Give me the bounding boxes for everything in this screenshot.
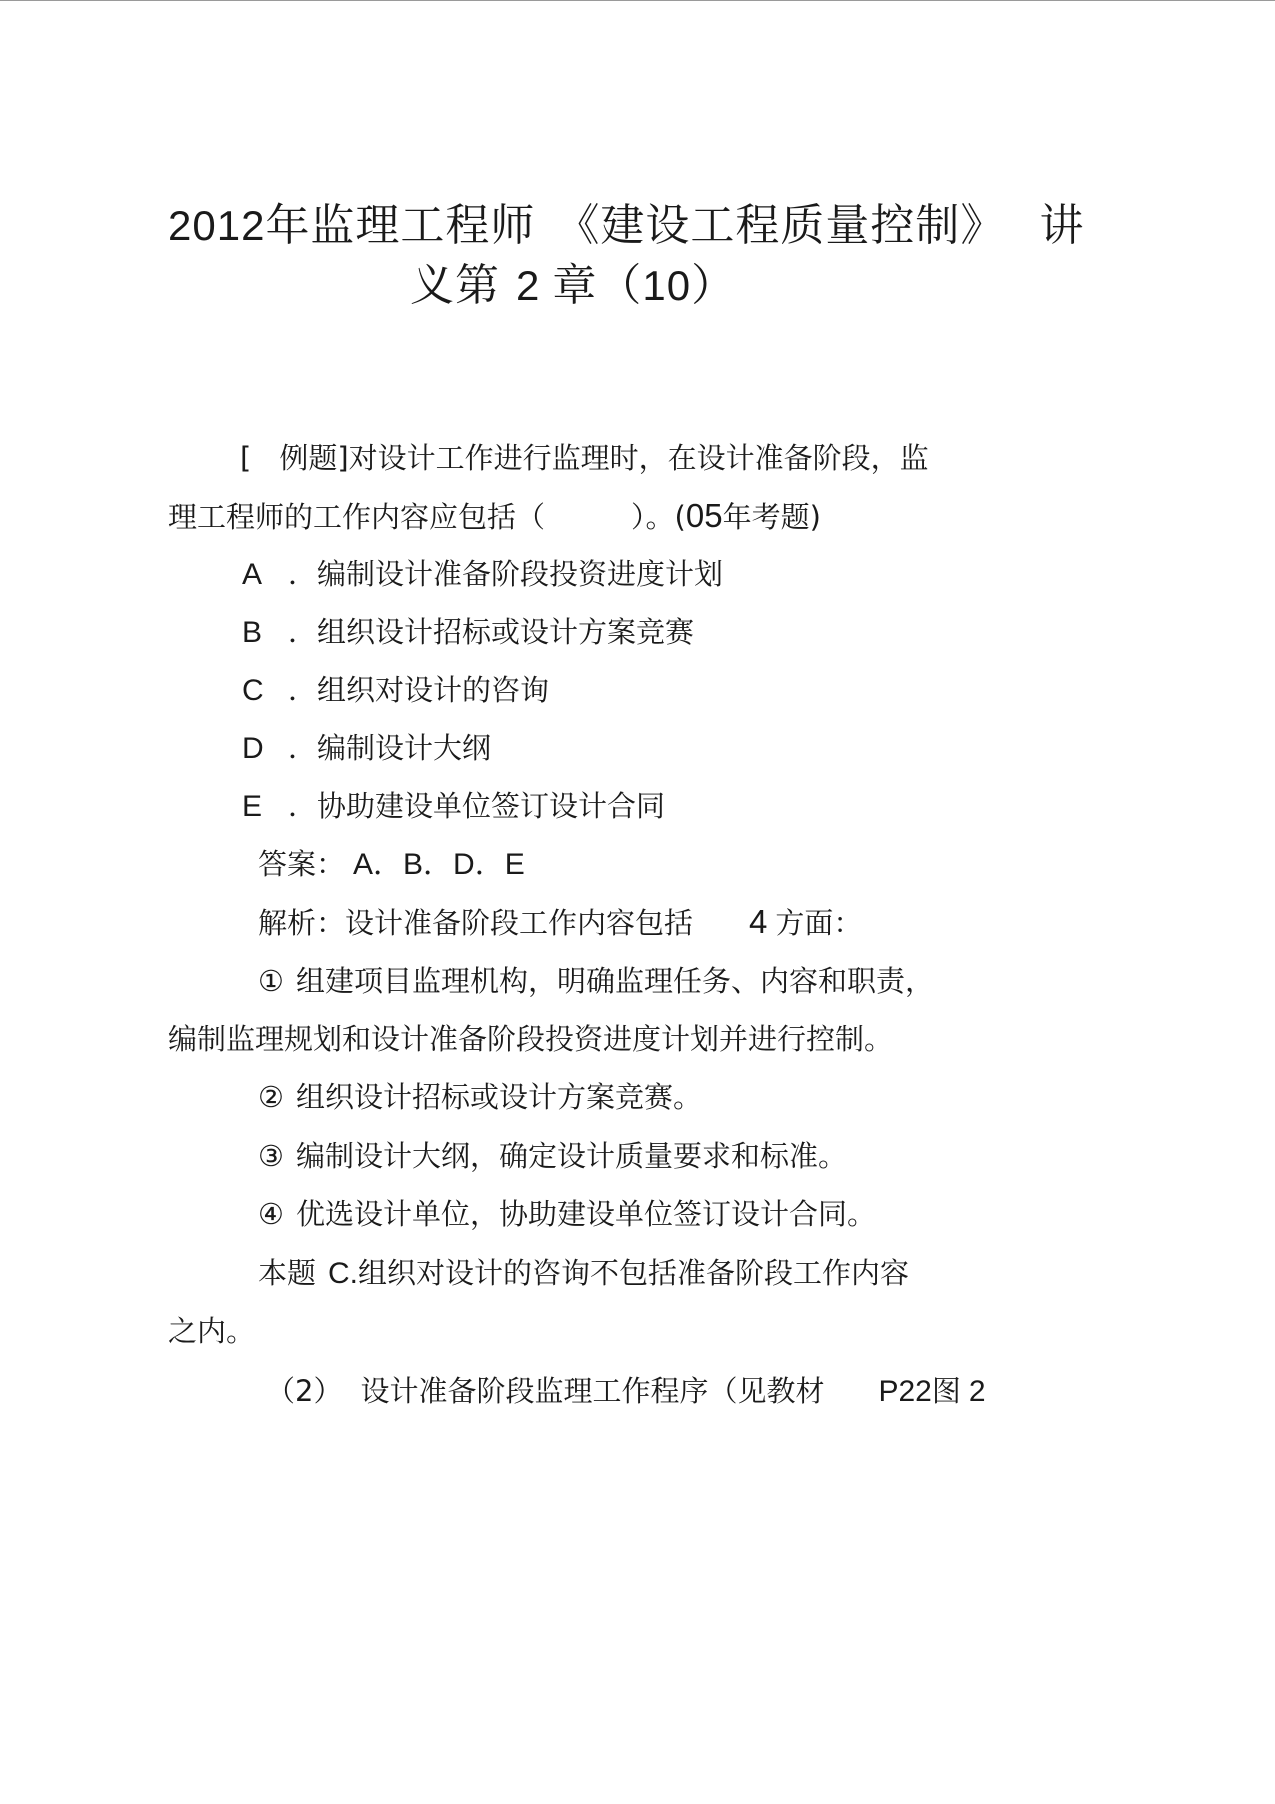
analysis-point-3 [258,1139,847,1173]
section-number: （2） [266,1374,343,1408]
conclusion-text-b: 组织对设计的咨询不包括准备阶段工作内容 [358,1256,910,1290]
option-e [242,789,665,824]
question-year: 05 [685,497,723,534]
question-label: 例题 [279,441,338,475]
question-line-2 [168,499,821,534]
option-text: ．组织对设计的咨询 [288,673,550,707]
option-d [242,731,491,766]
title-text-e: 章（ [552,260,643,311]
analysis-intro [258,905,862,940]
answer-label: 答案： [258,847,346,881]
conclusion-option: C. [328,1257,359,1290]
analysis-point-2 [258,1080,702,1114]
title-line-1 [168,200,1084,252]
option-text: ．编制设计大纲 [288,731,492,765]
section-text: 设计准备阶段监理工作程序（见教材 [360,1374,825,1408]
title-chapter: 2 [516,262,541,309]
title-text-d: 义第 [410,260,500,311]
answer-line [258,847,525,882]
option-text: ．编制设计准备阶段投资进度计划 [288,557,724,591]
conclusion-text-c: 之内。 [168,1314,256,1348]
option-a [242,557,723,592]
analysis-point-4 [258,1197,876,1231]
option-text: ．协助建设单位签订设计合同 [288,789,666,823]
question-text-2a: 理工程师的工作内容应包括（ [168,500,546,534]
title-line-2 [410,260,736,312]
question-text-1: 对设计工作进行监理时，在设计准备阶段，监 [348,441,929,475]
question-bracket-close: ] [337,441,349,475]
title-text-f: ） [691,260,737,311]
section-page-ref: P22 [878,1375,932,1408]
section-figure-number: 2 [968,1375,986,1408]
conclusion-line-2 [168,1314,255,1348]
analysis-point-1-continuation [168,1022,893,1056]
conclusion-line-1 [258,1256,909,1291]
point-marker: ③ [258,1139,284,1173]
option-letter: A [242,558,263,591]
section-heading [266,1374,986,1409]
point-text: 编制设计大纲，确定设计质量要求和标准。 [296,1139,848,1173]
question-text-2b: ）。( [631,500,686,534]
point-text: 组建项目监理机构，明确监理任务、内容和职责， [296,964,935,998]
point-marker: ① [258,964,284,998]
option-letter: C [242,674,264,707]
title-year: 2012 [168,202,266,249]
analysis-count: 4 [749,903,768,940]
option-letter: D [242,732,264,765]
point-marker: ② [258,1080,284,1114]
option-c [242,673,549,708]
option-text: ．组织设计招标或设计方案竞赛 [288,615,695,649]
point-continuation: 编制监理规划和设计准备阶段投资进度计划并进行控制。 [168,1022,894,1056]
answer-value: A．B．D．E [353,848,525,881]
conclusion-text-a: 本题 [258,1256,317,1290]
section-figure: 图 [931,1374,961,1408]
title-text-a: 年监理工程师 [265,200,536,251]
title-text-c: 讲 [1039,200,1085,251]
question-text-2c: 年考题) [722,500,821,534]
option-b [242,615,694,650]
title-part: 10 [642,262,692,309]
title-book-name: 《建设工程质量控制》 [555,200,1006,251]
page-top-border [0,0,1275,1]
point-marker: ④ [258,1197,284,1231]
point-text: 组织设计招标或设计方案竞赛。 [296,1080,703,1114]
option-letter: B [242,616,263,649]
question-bracket-open: [ [240,441,252,475]
question-line-1 [240,441,929,475]
analysis-intro-tail: 方面： [775,906,863,940]
option-letter: E [242,790,263,823]
point-text: 优选设计单位，协助建设单位签订设计合同。 [296,1197,877,1231]
analysis-intro-text: 解析：设计准备阶段工作内容包括 [258,906,694,940]
analysis-point-1 [258,964,934,998]
